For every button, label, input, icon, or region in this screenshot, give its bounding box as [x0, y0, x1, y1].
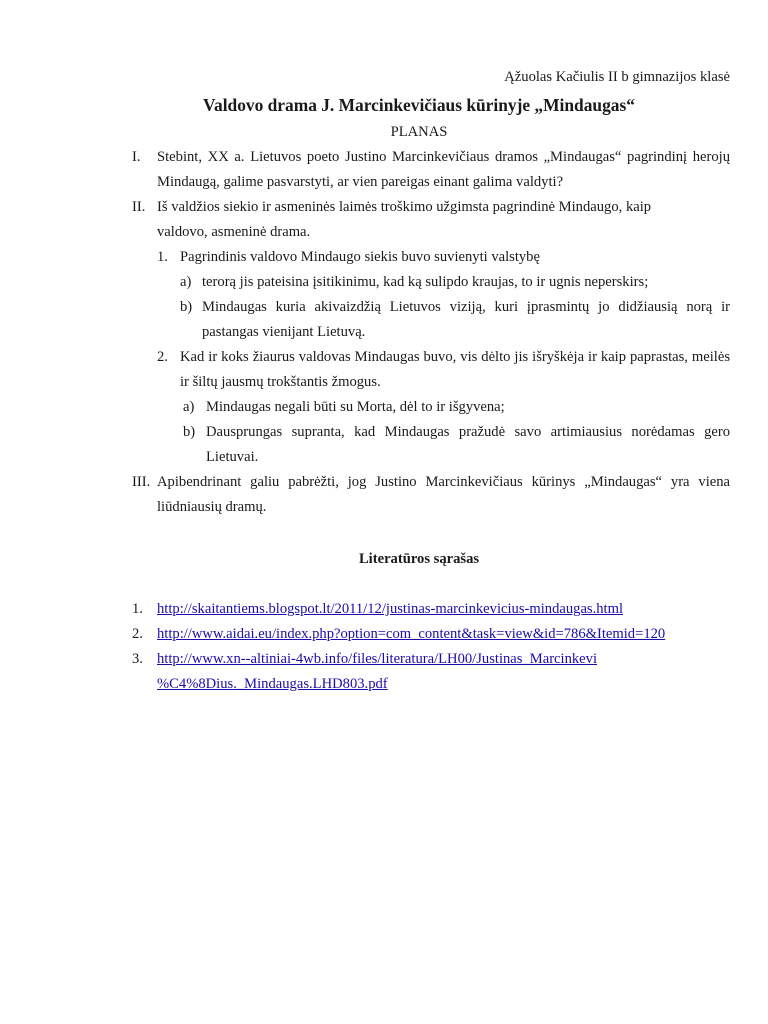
outline-marker: 1.	[157, 249, 168, 265]
outline-marker: a)	[183, 399, 195, 415]
outline-item	[0, 395, 768, 420]
literature-marker: 2.	[132, 626, 143, 642]
literature-marker: 3.	[132, 651, 143, 667]
outline-marker: b)	[180, 299, 193, 315]
literature-link[interactable]: http://skaitantiems.blogspot.lt/2011/12/justinas-marcinkevicius-mindaugas.html	[157, 601, 624, 617]
literature-marker: 1.	[132, 601, 143, 617]
outline-text: Mindaugas negali būti su Morta, dėl to ir išgyvena;	[206, 399, 505, 415]
literature-item	[0, 647, 768, 697]
literature-item	[0, 622, 768, 647]
outline-item	[0, 295, 768, 345]
outline-item	[0, 470, 768, 520]
outline-marker: a)	[180, 274, 192, 290]
literature-link[interactable]: http://www.aidai.eu/index.php?option=com_content&task=view&id=786&Itemid=120	[157, 626, 666, 642]
outline-marker: I.	[132, 149, 141, 165]
literature-link[interactable]: http://www.xn--altiniai-4wb.info/files/literatura/LH00/Justinas_Marcinkevi	[157, 651, 598, 667]
outline-text: Pagrindinis valdovo Mindaugo siekis buvo suvienyti valstybę	[180, 249, 540, 265]
outline-marker: II.	[132, 199, 146, 215]
outline-text: Mindaugas kuria akivaizdžią Lietuvos viziją, kuri įprasmintų jo didžiausią norą ir pastangas vienijant Lietuvą.	[202, 299, 730, 340]
outline-marker: b)	[183, 424, 196, 440]
outline-item	[0, 270, 768, 295]
outline-item	[0, 245, 768, 270]
outline-text: Iš valdžios siekio ir asmeninės laimės troškimo užgimsta pagrindinė Mindaugo, kaip valdovo, asmeninė drama.	[157, 199, 652, 240]
plan-outline	[0, 145, 768, 520]
literature-list	[0, 597, 768, 697]
outline-marker: III.	[132, 474, 151, 490]
author-line: Ąžuolas Kačiulis II b gimnazijos klasė	[504, 69, 730, 85]
outline-item	[0, 145, 768, 195]
plan-heading: PLANAS	[390, 124, 448, 140]
literature-item	[0, 597, 768, 622]
document-title: Valdovo drama J. Marcinkevičiaus kūrinyje „Mindaugas“	[203, 95, 635, 115]
outline-text: Stebint, XX a. Lietuvos poeto Justino Marcinkevičiaus dramos „Mindaugas“ pagrindinį herojų Mindaugą, galime pasvarstyti, ar vien pareigas einant galima valdyti?	[157, 149, 730, 190]
outline-text: Dausprungas supranta, kad Mindaugas pražudė savo artimiausius norėdamas gero Lietuvai.	[206, 424, 730, 465]
outline-text: terorą jis pateisina įsitikinimu, kad ką sulipdo kraujas, to ir ugnis neperskirs;	[202, 274, 649, 290]
outline-item	[0, 420, 768, 470]
outline-marker: 2.	[157, 349, 168, 365]
outline-item	[0, 195, 768, 245]
outline-text: Kad ir koks žiaurus valdovas Mindaugas buvo, vis dėlto jis išryškėja ir kaip paprastas, meilės ir šiltų jausmų trokštantis žmogus.	[180, 349, 730, 390]
outline-text: Apibendrinant galiu pabrėžti, jog Justino Marcinkevičiaus kūrinys „Mindaugas“ yra viena liūdniausių dramų.	[157, 474, 730, 515]
outline-item	[0, 345, 768, 395]
literature-link-continued[interactable]: %C4%8Dius._Mindaugas.LHD803.pdf	[157, 676, 388, 692]
literature-heading: Literatūros sąrašas	[358, 551, 480, 567]
